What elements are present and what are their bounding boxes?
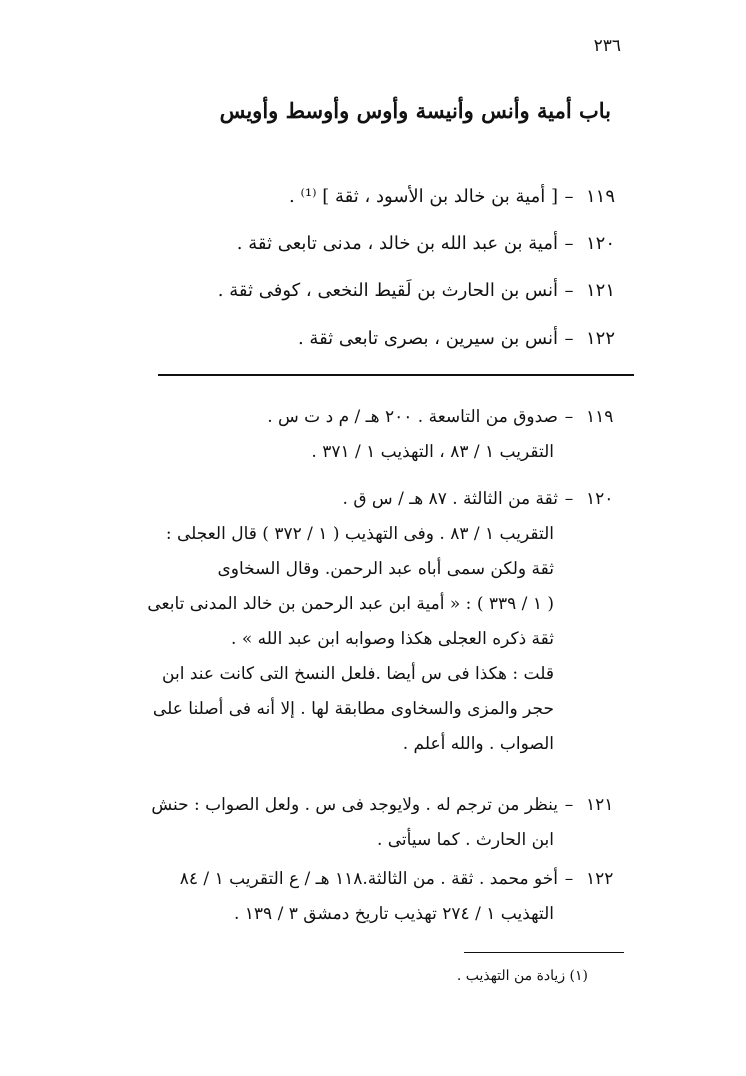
footnote-line: التقريب ١ / ٨٣ . وفى التهذيب ( ١ / ٣٧٢ ) قال العجلى : [165, 524, 554, 544]
footnote-line: صدوق من التاسعة . ٢٠٠ هـ / م د ت س . [267, 407, 558, 427]
entry-dash: – [564, 233, 574, 254]
footnote-line: ثقة ولكن سمى أباه عبد الرحمن. وقال السخاوى [217, 559, 554, 579]
footnote-line: ينظر من ترجم له . ولايوجد فى س . ولعل الصواب : حنش [151, 795, 558, 815]
footnote-line: ثقة ذكره العجلى هكذا وصوابه ابن عبد الله » . [231, 629, 554, 649]
footnote-line: قلت : هكذا فى س أيضا .فلعل النسخ التى كانت عند ابن [162, 664, 554, 684]
footnote-line: أخو محمد . ثقة . من الثالثة.١١٨ هـ / ع التقريب ١ / ٨٤ [179, 869, 558, 889]
footnote-119 [74, 400, 634, 470]
footnote-122 [74, 862, 634, 932]
entry-number: ١٢١ [586, 280, 616, 301]
entry-120 [114, 233, 634, 254]
page-footnote: (١) زيادة من التهذيب . [456, 968, 588, 984]
entry-text: أنس بن سيرين ، بصرى تابعى ثقة . [297, 328, 558, 349]
entry-dash: – [564, 328, 574, 349]
footnote-120 [74, 482, 634, 762]
footnote-dash: – [564, 407, 574, 427]
page-number: ٢٣٦ [593, 36, 621, 56]
entry-text: [ أمية بن خالد بن الأسود ، ثقة ] ⁽¹⁾ . [289, 186, 558, 207]
entry-121 [114, 280, 634, 301]
entry-text: أنس بن الحارث بن لَقيط النخعى ، كوفى ثقة . [217, 280, 558, 301]
footnote-121 [74, 788, 634, 858]
footnote-dash: – [564, 795, 574, 815]
footnote-dash: – [564, 489, 574, 509]
entry-dash: – [564, 280, 574, 301]
footnote-number: ١٢٢ [586, 869, 614, 889]
footnote-line: الصواب . والله أعلم . [402, 734, 554, 754]
entry-number: ١٢٢ [586, 328, 616, 349]
entry-122 [114, 328, 634, 349]
footnote-line: ( ١ / ٣٣٩ ) : « أمية ابن عبد الرحمن بن خالد المدنى تابعى [147, 594, 554, 614]
footnote-dash: – [564, 869, 574, 889]
footnote-line: التقريب ١ / ٨٣ ، التهذيب ١ / ٣٧١ . [311, 442, 554, 462]
entry-number: ١٢٠ [586, 233, 616, 254]
chapter-title: باب أمية وأنس وأنيسة وأوس وأوسط وأويس [219, 98, 611, 123]
entry-number: ١١٩ [586, 186, 616, 207]
footnote-line: التهذيب ١ / ٢٧٤ تهذيب تاريخ دمشق ٣ / ١٣٩ . [233, 904, 554, 924]
footnote-rule [464, 952, 624, 953]
footnote-number: ١٢٠ [586, 489, 614, 509]
entry-text: أمية بن عبد الله بن خالد ، مدنى تابعى ثقة . [236, 233, 558, 254]
footnote-line: حجر والمزى والسخاوى مطابقة لها . إلا أنه فى أصلنا على [152, 699, 554, 719]
entry-dash: – [564, 186, 574, 207]
footnote-line: ثقة من الثالثة . ٨٧ هـ / س ق . [342, 489, 558, 509]
section-divider [158, 374, 634, 376]
footnote-number: ١١٩ [586, 407, 614, 427]
footnote-line: ابن الحارث . كما سيأتى . [376, 830, 554, 850]
footnote-number: ١٢١ [586, 795, 614, 815]
entry-119 [114, 186, 634, 207]
